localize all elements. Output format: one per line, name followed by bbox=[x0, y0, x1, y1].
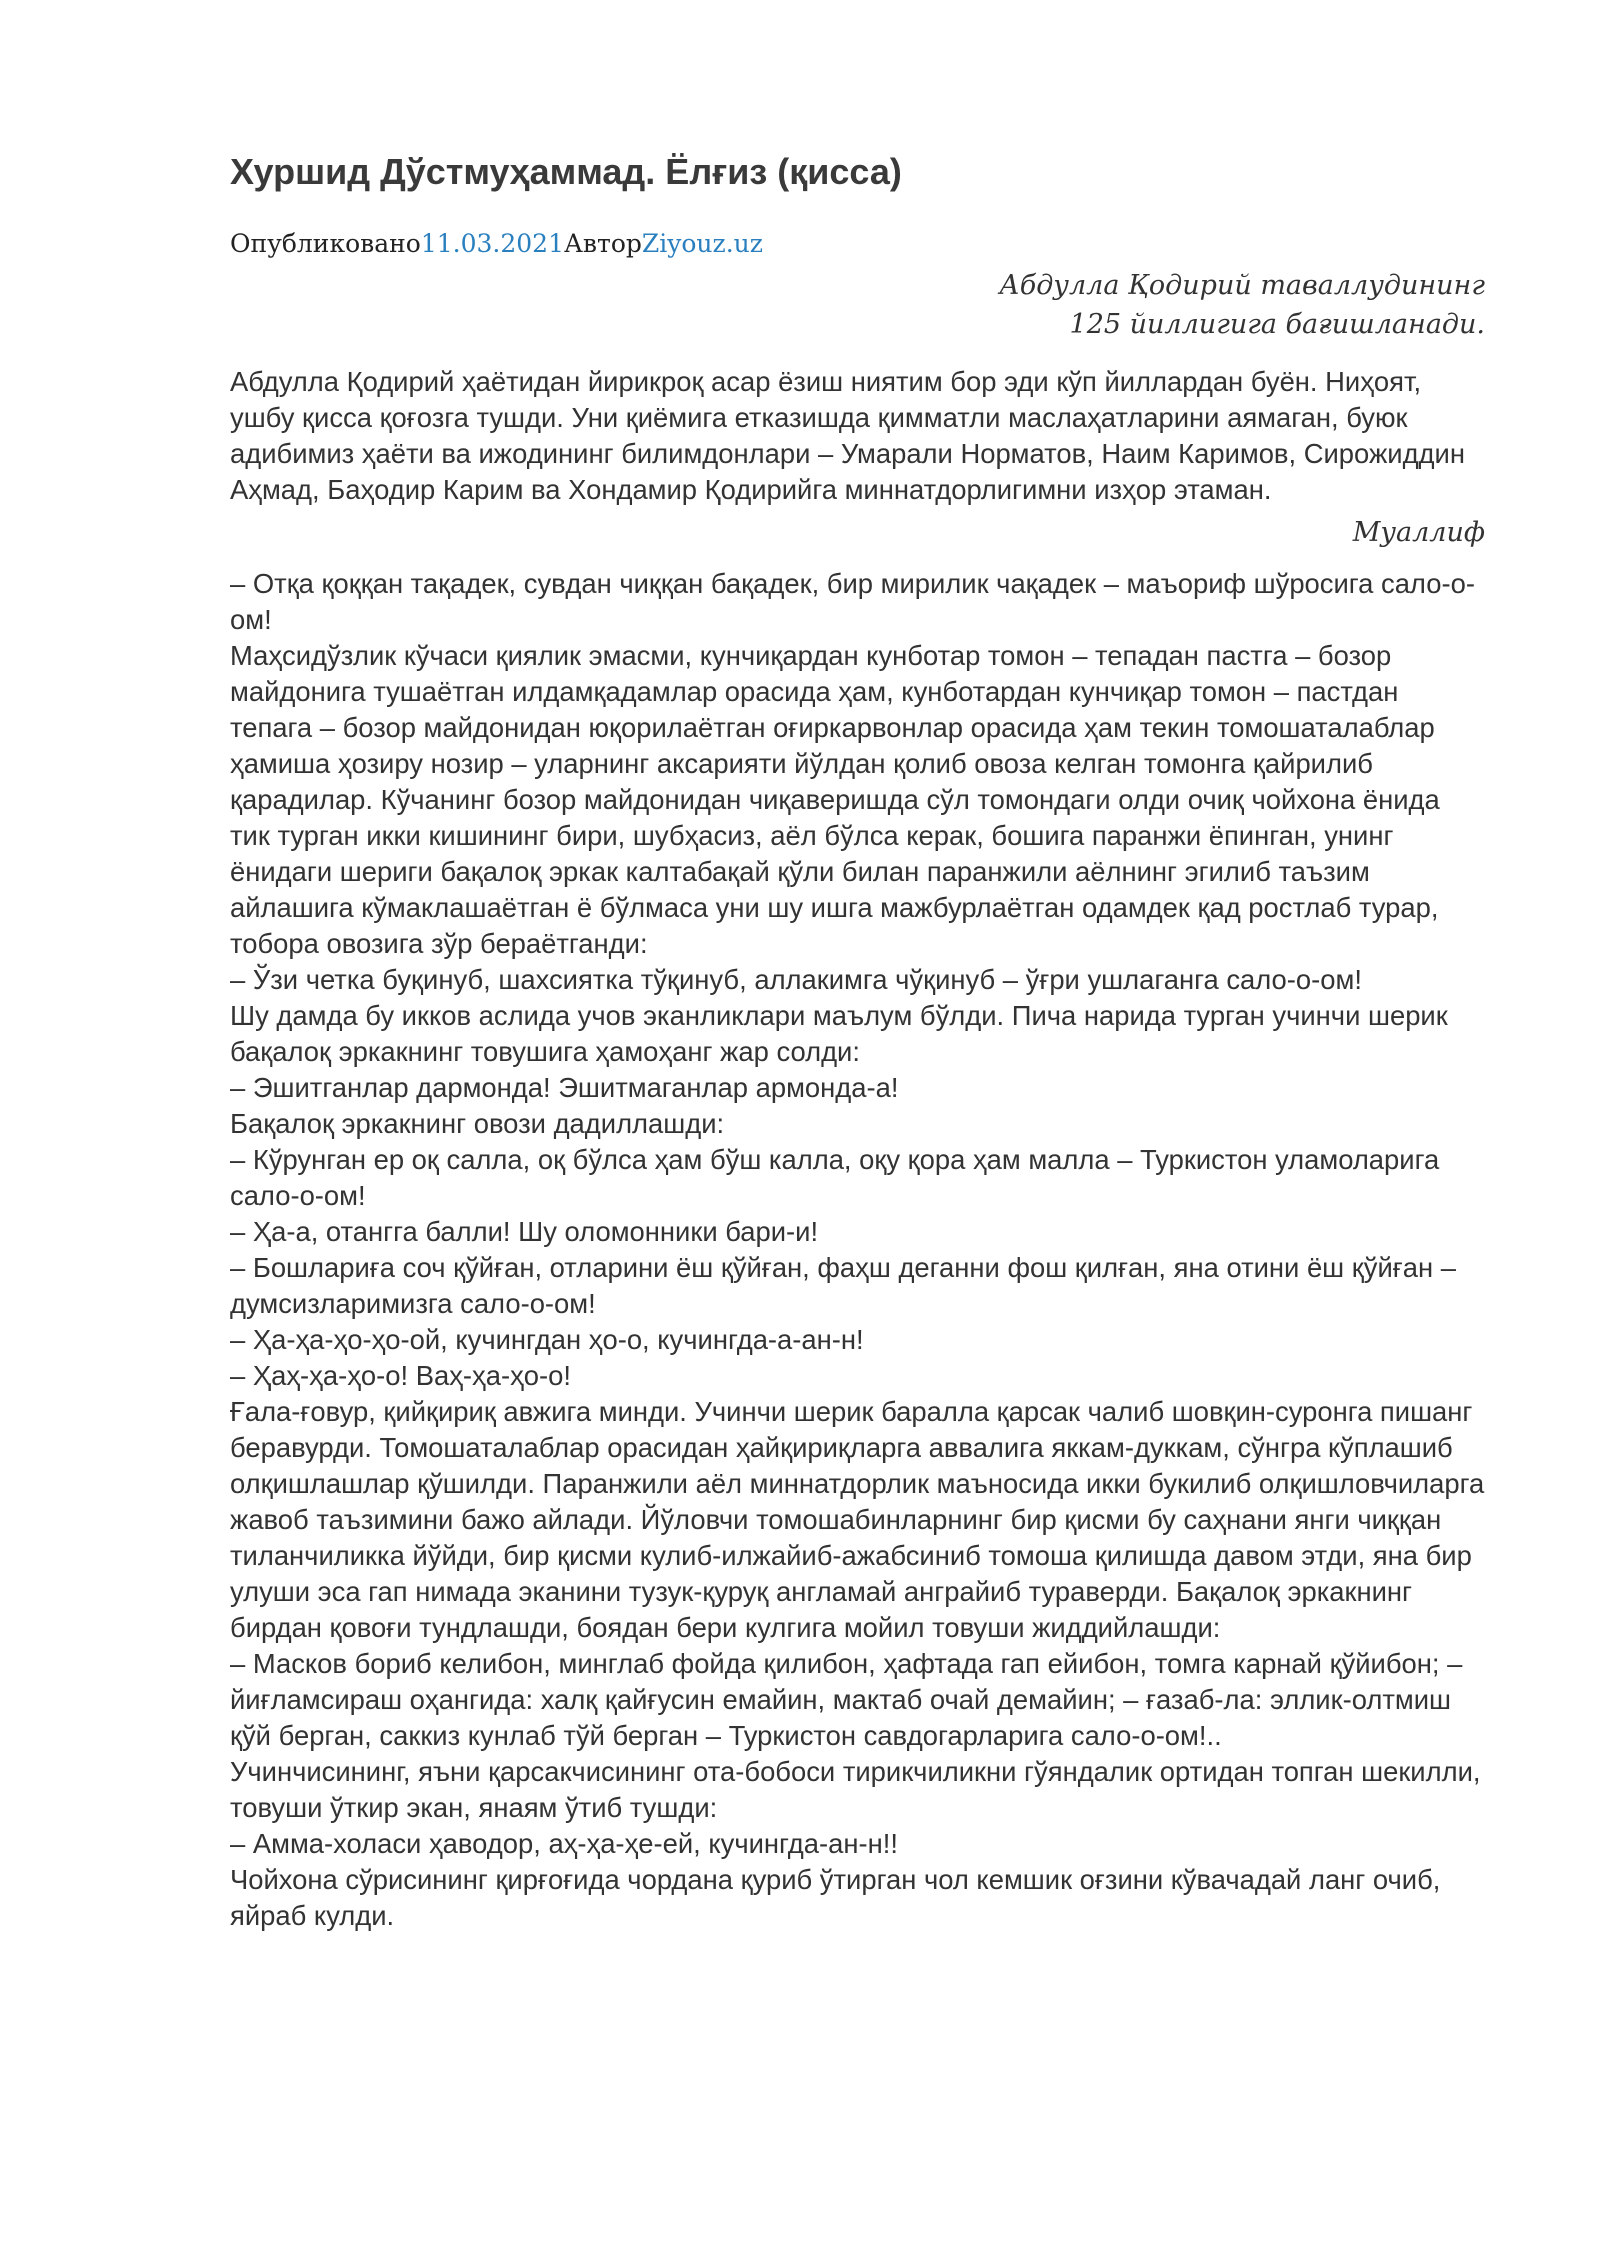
article bbox=[230, 150, 1485, 1934]
story-paragraph: – Ўзи четка буқинуб, шахсиятка тўқинуб, аллакимга чўқинуб – ўғри ушлаганга сало-о-ом! bbox=[230, 964, 1362, 995]
dedication bbox=[230, 266, 1485, 344]
story-paragraph: Ғала-ғовур, қийқириқ авжига минди. Учинчи шерик баралла қарсак чалиб шовқин-суронга пишанг беравурди. Томошаталаблар орасидан ҳайқириқларга аввалига яккам-дуккам, сўнгра кўплашиб олқишлашлар қўшилди. Паранжили аёл миннатдорлик маъносида икки букилиб олқишловчиларга жавоб таъзимини бажо айлади. Йўловчи томошабинларнинг бир қисми бу саҳнани янги чиққан тиланчиликка йўйди, бир қисми кулиб-илжайиб-ажабсиниб томоша қилишда давом этди, яна бир улуши эса гап нимада эканини тузук-қуруқ англамай анграйиб тураверди. Бақалоқ эркакнинг бирдан қовоғи тундлашди, боядан бери кулгига мойил товуши жиддийлашди: bbox=[230, 1396, 1485, 1643]
story-paragraph: – Кўрунган ер оқ салла, оқ бўлса ҳам бўш калла, оқу қора ҳам малла – Туркистон уламоларига сало-о-ом! bbox=[230, 1144, 1440, 1211]
story-paragraph: – Масков бориб келибон, минглаб фойда қилибон, ҳафтада гап ейибон, томга карнай қўйибон; – йиғламсираш оҳангида: халқ қайғусин емайин, мактаб очай демайин; – ғазаб-ла: эллик-олтмиш қўй берган, саккиз кунлаб тўй берган – Туркистон савдогарларига сало-о-ом!.. bbox=[230, 1648, 1463, 1751]
story-paragraph: – Ҳа-ҳа-ҳо-ҳо-ой, кучингдан ҳо-о, кучингда-а-ан-н! bbox=[230, 1324, 864, 1355]
story-text bbox=[230, 566, 1485, 1934]
story-paragraph: Учинчисининг, яъни қарсакчисининг ота-бобоси тирикчиликни гўяндалик ортидан топган шекилли, товуши ўткир экан, янаям ўтиб тушди: bbox=[230, 1756, 1481, 1823]
story-paragraph: Бақалоқ эркакнинг овози дадиллашди: bbox=[230, 1108, 725, 1139]
dedication-line: Абдулла Қодирий таваллудининг bbox=[999, 270, 1485, 301]
article-title: Хуршид Дўстмуҳаммад. Ёлғиз (қисса) bbox=[230, 151, 902, 192]
published-label: Опубликовано bbox=[230, 229, 421, 258]
preface: Абдулла Қодирий ҳаётидан йирикроқ асар ёзиш ниятим бор эди кўп йиллардан буён. Ниҳоят, ушбу қисса қоғозга тушди. Уни қиёмига етказишда қимматли маслаҳатларини аямаган, буюк адибимиз ҳаёти ва ижодининг билимдонлари – Умарали Норматов, Наим Каримов, Сирожиддин Аҳмад, Баҳодир Карим ва Хондамир Қодирийга миннатдорлигимни изҳор этаман. bbox=[230, 366, 1465, 505]
story-paragraph: – Бошлариға соч қўйған, отларини ёш қўйған, фаҳш деганни фош қилған, яна отини ёш қўйған – думсизларимизга сало-о-ом! bbox=[230, 1252, 1456, 1319]
published-date-link[interactable]: 11.03.2021 bbox=[420, 229, 564, 258]
story-paragraph: – Эшитганлар дармонда! Эшитмаганлар армонда-а! bbox=[230, 1072, 899, 1103]
story-paragraph: – Ҳа-а, отангга балли! Шу оломонники бари-и! bbox=[230, 1216, 819, 1247]
story-paragraph: Маҳсидўзлик кўчаси қиялик эмасми, кунчиқардан кунботар томон – тепадан пастга – бозор майдонига тушаётган илдамқадамлар орасида ҳам, кунботардан кунчиқар томон – пастдан тепага – бозор майдонидан юқорилаётган оғиркарвонлар орасида ҳам текин томошаталаблар ҳамиша ҳозиру нозир – уларнинг аксарияти йўлдан қолиб овоза келган томонга қайрилиб қарадилар. Кўчанинг бозор майдонидан чиқаверишда сўл томондаги олди очиқ чойхона ёнида тик турган икки кишининг бири, шубҳасиз, аёл бўлса керак, бошига паранжи ёпинган, унинг ёнидаги шериги бақалоқ эркак калтабақай қўли билан паранжили аёлнинг эгилиб таъзим айлашига кўмаклашаётган ё бўлмаса уни шу ишга мажбурлаётган одамдек қад ростлаб турар, тобора овозига зўр бераётганди: bbox=[230, 640, 1440, 959]
dedication-line: 125 йиллигига бағишланади. bbox=[1069, 309, 1485, 340]
preface-signature: Муаллиф bbox=[1352, 517, 1485, 548]
story-paragraph: – Ҳаҳ-ҳа-ҳо-о! Ваҳ-ҳа-ҳо-о! bbox=[230, 1360, 571, 1391]
story-paragraph: – Амма-холаси ҳаводор, аҳ-ҳа-ҳе-ей, кучингда-ан-н!! bbox=[230, 1828, 898, 1859]
story-paragraph: Шу дамда бу икков аслида учов эканликлари маълум бўлди. Пича нарида турган учинчи шерик бақалоқ эркакнинг товушига ҳамоҳанг жар солди: bbox=[230, 1000, 1448, 1067]
story-paragraph: – Отқа қоққан тақадек, сувдан чиққан бақадек, бир мирилик чақадек – маъориф шўросига сало-о-ом! bbox=[230, 568, 1475, 635]
story-paragraph: Чойхона сўрисининг қирғоғида чордана қуриб ўтирган чол кемшик оғзини кўвачадай ланг очиб, яйраб кулди. bbox=[230, 1864, 1441, 1931]
article-meta bbox=[230, 228, 1485, 260]
author-label: Автор bbox=[563, 229, 642, 258]
author-link[interactable]: Ziyouz.uz bbox=[641, 229, 763, 258]
